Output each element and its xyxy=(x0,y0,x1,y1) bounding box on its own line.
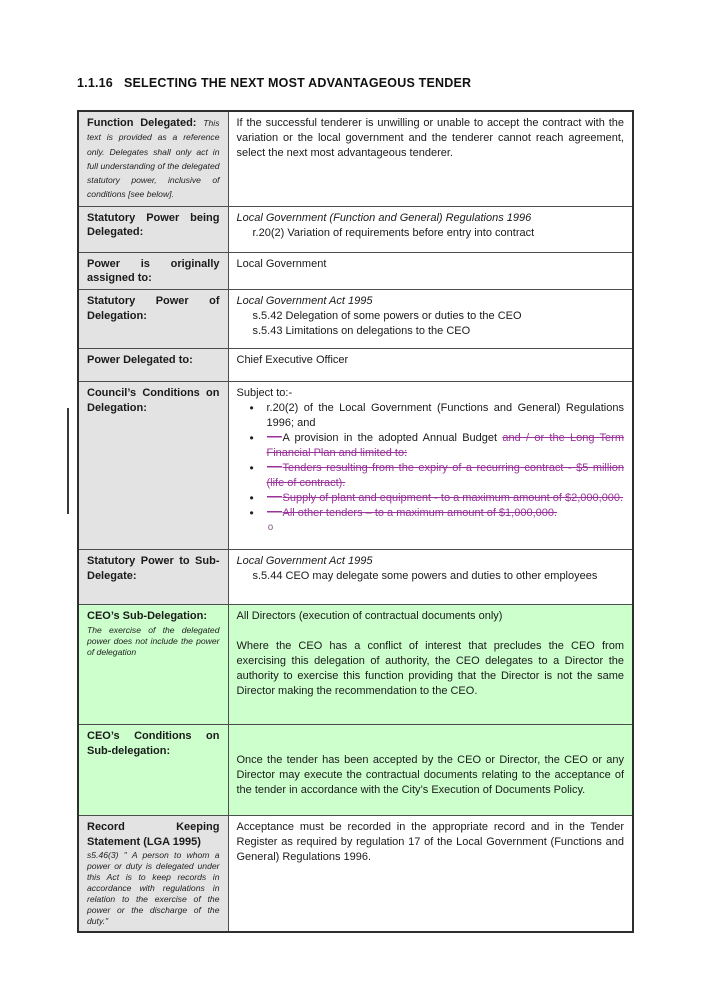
label-cell-record-keeping xyxy=(78,816,228,932)
label-note: s5.46(3) " A person to whom a power or duty is delegated under this Act is to keep records in accordance with regulations in relation to the exercise of the power or the discharge of the duty." xyxy=(87,849,220,926)
deleted-text: and / or the Long Term Financial Plan and limited to: xyxy=(266,432,624,460)
act-clause: s.5.43 Limitations on delegations to the CEO xyxy=(252,325,471,338)
label-cell-function-delegated xyxy=(78,111,228,206)
table-row xyxy=(78,550,633,605)
conditions-intro: Subject to:- xyxy=(236,387,293,400)
deleted-tab-mark xyxy=(267,492,282,501)
page-title xyxy=(77,76,706,90)
table-row xyxy=(78,382,633,550)
label-cell-power-delegated-to xyxy=(78,349,228,382)
value-cell-power-assigned xyxy=(228,252,633,290)
row-value: Acceptance must be recorded in the appropriate record and in the Tender Register as required by regulation 17 of the Local Government (Functions and General) Regulations 1996. xyxy=(236,821,624,864)
act-clause: r.20(2) Variation of requirements before entry into contract xyxy=(252,226,535,239)
table-row-highlighted xyxy=(78,725,633,816)
bullet-item xyxy=(237,431,625,461)
bullet-item xyxy=(237,506,625,521)
table-row xyxy=(78,111,633,206)
value-cell-statutory-power-of-delegation xyxy=(228,290,633,349)
label-note: The exercise of the delegated power does not include the power of delegation xyxy=(87,624,220,657)
row-value: Where the CEO has a conflict of interest that precludes the CEO from exercising this delegation of authority, the CEO delegates to a Director the authority to exercise this function providing that the Director is not the same Director making the recommendation to the CEO. xyxy=(236,640,624,698)
row-value: All Directors (execution of contractual documents only) xyxy=(236,610,503,623)
deleted-text: All other tenders – to a maximum amount of $1,000,000. xyxy=(282,507,558,519)
deleted-text: Supply of plant and equipment - to a maximum amount of $2,000,000. xyxy=(282,492,624,505)
row-label: CEO’s Conditions on Sub-delegation: xyxy=(87,730,220,757)
section-title: SELECTING THE NEXT MOST ADVANTAGEOUS TENDER xyxy=(123,76,472,90)
row-label: Statutory Power of Delegation: xyxy=(87,295,220,322)
table-row-highlighted xyxy=(78,605,633,725)
deleted-tab-mark xyxy=(267,507,282,516)
row-label: Power is originally assigned to: xyxy=(87,257,220,285)
empty-sub-bullet: o xyxy=(267,521,274,533)
deleted-tab-mark xyxy=(267,432,282,441)
value-cell-record-keeping xyxy=(228,816,633,932)
bullet-text: r.20(2) of the Local Government (Functions and General) Regulations 1996; and xyxy=(266,402,624,430)
table-row xyxy=(78,206,633,252)
act-title: Local Government Act 1995 xyxy=(236,555,373,568)
act-title: Local Government (Function and General) Regulations 1996 xyxy=(236,211,532,224)
value-cell-statutory-power-delegated xyxy=(228,206,633,252)
table-row xyxy=(78,252,633,290)
act-clause: s.5.44 CEO may delegate some powers and duties to other employees xyxy=(252,570,598,583)
row-label: Power Delegated to: xyxy=(87,354,193,367)
label-cell-ceo-conditions xyxy=(78,725,228,816)
label-cell-statutory-power-delegated xyxy=(78,206,228,252)
value-cell-power-delegated-to xyxy=(228,349,633,382)
row-label: Statutory Power to Sub-Delegate: xyxy=(87,555,220,582)
label-cell-power-assigned xyxy=(78,252,228,290)
row-label: CEO’s Sub-Delegation: xyxy=(87,610,207,623)
act-clause: s.5.42 Delegation of some powers or duties to the CEO xyxy=(252,310,522,323)
value-cell-ceo-conditions xyxy=(228,725,633,816)
section-number: 1.1.16 xyxy=(77,76,113,90)
act-title: Local Government Act 1995 xyxy=(236,295,373,308)
delegation-table xyxy=(77,110,634,933)
label-cell-statutory-power-of-delegation xyxy=(78,290,228,349)
label-cell-councils-conditions xyxy=(78,382,228,550)
table-row xyxy=(78,349,633,382)
label-note: This text is provided as a reference only. Delegates shall only act in full understanding of the delegated statutory power, inclusive of conditions [see below]. xyxy=(87,118,220,200)
deleted-text: Tenders resulting from the expiry of a recurring contract - $5 million (life of contract). xyxy=(266,462,624,490)
bullet-item xyxy=(237,461,625,491)
table-row xyxy=(78,290,633,349)
label-cell-statutory-power-sub-delegate xyxy=(78,550,228,605)
label-cell-ceo-sub-delegation xyxy=(78,605,228,725)
row-label: Function Delegated: xyxy=(87,117,197,129)
value-cell-councils-conditions xyxy=(228,382,633,550)
row-label: Record Keeping Statement (LGA 1995) xyxy=(87,821,220,848)
value-cell-function-delegated xyxy=(228,111,633,206)
bullet-item xyxy=(237,491,625,506)
row-value: If the successful tenderer is unwilling or unable to accept the contract with the variation or the local government and the tenderer cannot reach agreement, select the next most advantageous tenderer. xyxy=(236,117,624,159)
deleted-tab-mark xyxy=(267,462,282,471)
table-row xyxy=(78,816,633,932)
value-cell-ceo-sub-delegation xyxy=(228,605,633,725)
row-value: Once the tender has been accepted by the CEO or Director, the CEO or any Director may execute the contractual documents relating to the acceptance of the tender in accordance with the City’s Execution of Documents Policy. xyxy=(236,754,624,797)
row-value: Chief Executive Officer xyxy=(236,354,349,367)
value-cell-statutory-power-sub-delegate xyxy=(228,550,633,605)
bullet-text: A provision in the adopted Annual Budget xyxy=(282,432,503,445)
row-label: Council’s Conditions on Delegation: xyxy=(87,387,220,414)
revision-change-bar xyxy=(67,408,69,514)
row-label: Statutory Power being Delegated: xyxy=(87,211,220,239)
bullet-item xyxy=(237,401,625,431)
row-value: Local Government xyxy=(236,257,327,270)
